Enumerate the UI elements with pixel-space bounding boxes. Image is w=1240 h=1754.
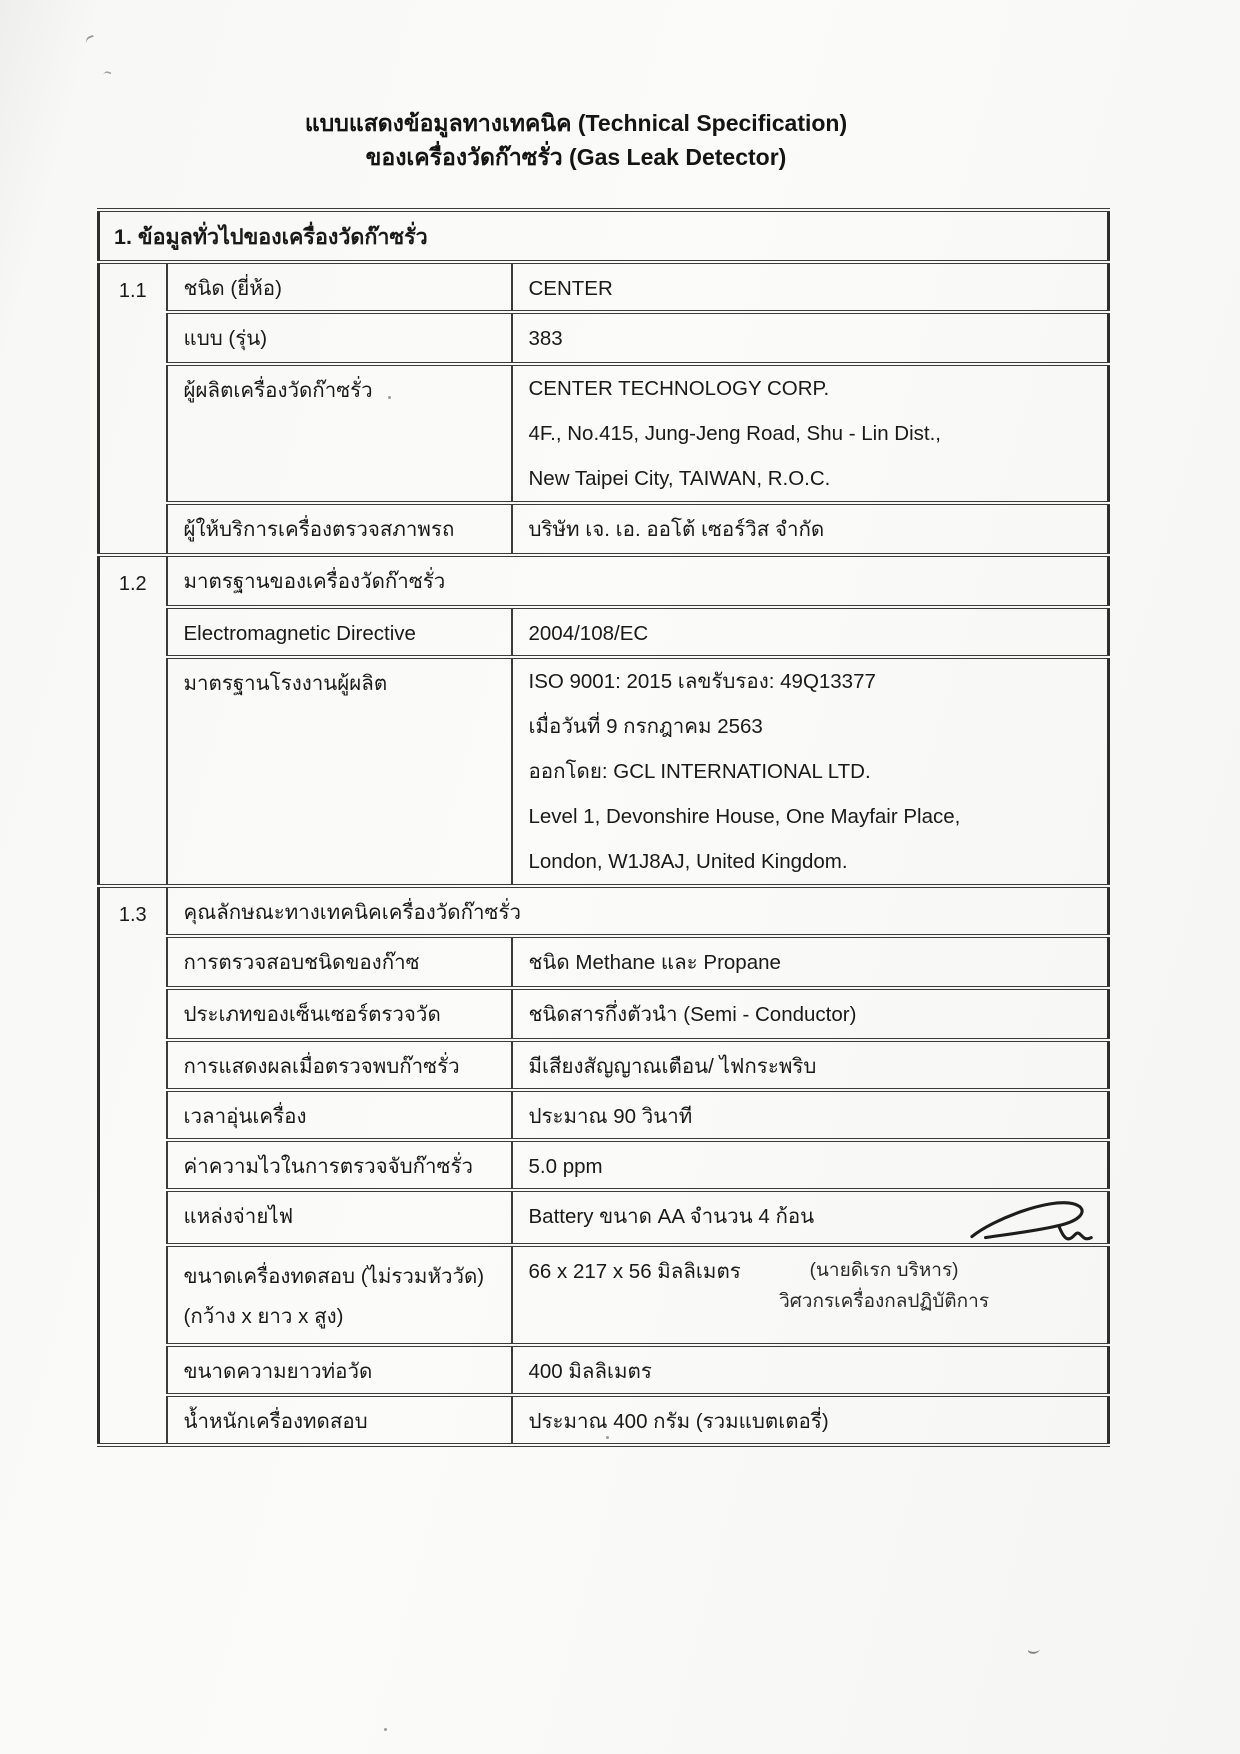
row-value-emc-directive: 2004/108/EC [512,607,1109,657]
row-value-gas-types: ชนิด Methane และ Propane [512,936,1109,988]
value-line: CENTER TECHNOLOGY CORP. [528,377,830,400]
row-label-sensor-type: ประเภทของเซ็นเซอร์ตรวจวัด [167,988,512,1040]
scan-artifact [85,35,97,48]
value-text: 66 x 217 x 56 มิลลิเมตร [528,1260,741,1283]
row-value-dimensions [512,1245,1109,1345]
section-1-3-number: 1.3 [99,886,167,1445]
scan-artifact [102,70,112,81]
row-value-sensitivity: 5.0 ppm [512,1140,1109,1190]
scan-artifact [1027,1643,1040,1655]
signatory-name: (นายดิเรก บริหาร) [809,1260,959,1281]
signatory-block [779,1255,989,1317]
row-value-manufacturer [512,364,1109,503]
row-value-service-provider: บริษัท เจ. เอ. ออโต้ เซอร์วิส จำกัด [512,503,1109,555]
label-line: ขนาดเครื่องทดสอบ (ไม่รวมหัววัด) [183,1265,485,1288]
title-line-2: ของเครื่องวัดก๊าซรั่ว (Gas Leak Detector) [365,144,787,170]
spec-table [97,208,1110,1447]
row-label-emc-directive: Electromagnetic Directive [167,607,512,657]
row-label-service-provider: ผู้ให้บริการเครื่องตรวจสภาพรถ [167,503,512,555]
label-line: (กว้าง x ยาว x สูง) [183,1305,344,1328]
section-1-header: 1. ข้อมูลทั่วไปของเครื่องวัดก๊าซรั่ว [99,210,1109,262]
row-value-warmup-time: ประมาณ 90 วินาที [512,1090,1109,1140]
row-label-alarm-display: การแสดงผลเมื่อตรวจพบก๊าซรั่ว [167,1040,512,1090]
section-1-2-header: มาตรฐานของเครื่องวัดก๊าซรั่ว [167,555,1109,607]
row-label-weight: น้ำหนักเครื่องทดสอบ [167,1395,512,1445]
section-1-3-header: คุณลักษณะทางเทคนิคเครื่องวัดก๊าซรั่ว [167,886,1109,936]
value-line: London, W1J8AJ, United Kingdom. [528,850,848,873]
row-label-sensitivity: ค่าความไวในการตรวจจับก๊าซรั่ว [167,1140,512,1190]
value-line: Level 1, Devonshire House, One Mayfair Place, [528,805,961,828]
row-label-factory-standard: มาตรฐานโรงงานผู้ผลิต [167,657,512,886]
row-value-brand: CENTER [512,262,1109,312]
signatory-role: วิศวกรเครื่องกลปฏิบัติการ [779,1291,990,1312]
section-1-1-number: 1.1 [99,262,167,555]
row-label-gas-types: การตรวจสอบชนิดของก๊าซ [167,936,512,988]
title-line-1: แบบแสดงข้อมูลทางเทคนิค (Technical Specification) [304,110,848,136]
row-value-probe-length: 400 มิลลิเมตร [512,1345,1109,1395]
value-text: Battery ขนาด AA จำนวน 4 ก้อน [528,1205,815,1228]
row-label-dimensions [167,1245,512,1345]
scan-artifact [384,1728,387,1731]
row-label-probe-length: ขนาดความยาวท่อวัด [167,1345,512,1395]
value-line: ออกโดย: GCL INTERNATIONAL LTD. [528,760,871,783]
row-value-factory-standard [512,657,1109,886]
row-value-model: 383 [512,312,1109,364]
row-label-model: แบบ (รุ่น) [167,312,512,364]
row-value-power-supply [512,1190,1109,1245]
value-line: New Taipei City, TAIWAN, R.O.C. [528,467,831,490]
row-value-weight: ประมาณ 400 กรัม (รวมแบตเตอรี่) [512,1395,1109,1445]
row-label-warmup-time: เวลาอุ่นเครื่อง [167,1090,512,1140]
row-value-sensor-type: ชนิดสารกึ่งตัวนำ (Semi - Conductor) [512,988,1109,1040]
value-line: ISO 9001: 2015 เลขรับรอง: 49Q13377 [528,670,876,693]
row-label-power-supply: แหล่งจ่ายไฟ [167,1190,512,1245]
row-label-manufacturer: ผู้ผลิตเครื่องวัดก๊าซรั่ว [167,364,512,503]
row-label-brand: ชนิด (ยี่ห้อ) [167,262,512,312]
document-title [0,106,1152,174]
row-value-alarm-display: มีเสียงสัญญาณเตือน/ ไฟกระพริบ [512,1040,1109,1090]
value-line: เมื่อวันที่ 9 กรกฎาคม 2563 [528,715,763,738]
section-1-2-number: 1.2 [99,555,167,886]
value-line: 4F., No.415, Jung-Jeng Road, Shu - Lin Dist., [528,422,942,445]
